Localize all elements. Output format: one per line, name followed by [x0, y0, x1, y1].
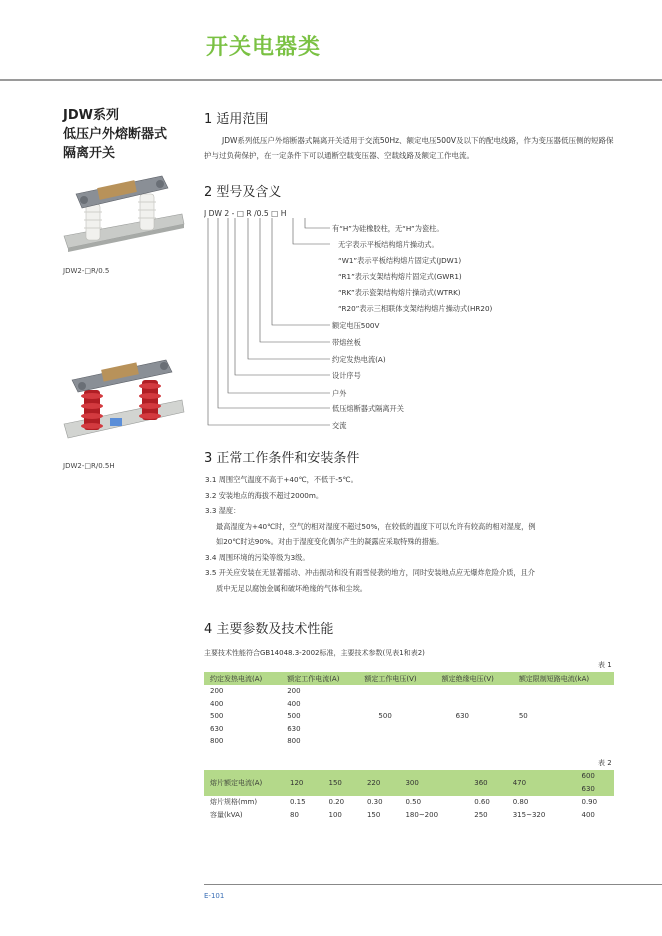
section-heading: 2 型号及含义: [204, 185, 282, 200]
model-label: 约定发热电流(A): [332, 355, 386, 364]
condition-item: 3.1 周围空气温度不高于+40℃，不低于-5℃。: [205, 475, 358, 484]
conditions-list: [205, 472, 615, 596]
condition-item: 3.3 湿度：: [205, 506, 241, 515]
table-cell: 220: [361, 770, 399, 796]
condition-item: 如20℃时达90%。对由于湿度变化偶尔产生的凝露应采取特殊的措施。: [216, 537, 444, 546]
table-cell: 360: [468, 770, 506, 796]
table-cell: 150: [366, 810, 381, 819]
table-cell: 0.80: [512, 798, 529, 807]
table-cell: 400: [581, 810, 595, 819]
model-label: “R1”表示支架结构熔片固定式(GWR1): [338, 272, 462, 281]
table-1: [204, 672, 614, 748]
product-title-line: 隔离开关: [63, 146, 116, 161]
model-code-diagram: [204, 207, 544, 437]
model-label: 交流: [332, 421, 347, 430]
table-cell: 0.90: [581, 798, 598, 807]
table-cell: 470: [507, 770, 576, 796]
table-cell: 800: [210, 737, 224, 746]
section-text: 主要技术性能符合GB14048.3-2002标准，主要技术参数(见表1和表2): [204, 649, 425, 657]
page-number: E-101: [204, 892, 225, 900]
table-cell: 315~320: [512, 810, 546, 819]
product-title: [63, 106, 193, 163]
table-cell: 0.30: [366, 798, 383, 807]
model-label: “RK”表示瓷架结构熔片操动式(WTRK): [338, 288, 461, 297]
table-2: [204, 770, 614, 821]
model-label: 低压熔断器式隔离开关: [332, 404, 404, 413]
product-photo-silicone: [62, 350, 186, 444]
table-row: [204, 796, 614, 809]
photo-caption: JDW2-□R/0.5H: [63, 462, 115, 470]
table-header-cell: 约定发热电流(A): [204, 672, 281, 685]
condition-item: 质中无足以腐蚀金属和破坏绝缘的气体和尘埃。: [216, 583, 367, 593]
photo-caption: JDW2-□R/0.5: [63, 267, 110, 275]
table-cell: 300: [399, 770, 468, 796]
section-text: JDW系列低压户外熔断器式隔离开关适用于交流50Hz、额定电压500V及以下的配电线路，作为变压器低压侧的短路保护与过负荷保护，在一定条件下可以通断空载变压器、空载线路及额定工作电流。: [204, 136, 614, 160]
model-label: 带熔丝板: [332, 338, 361, 347]
section-heading: 4 主要参数及技术性能: [204, 622, 334, 637]
table-header-cell: 熔片规格(mm): [210, 798, 258, 807]
table-cell: 0.60: [474, 798, 490, 807]
table-cell: [576, 770, 615, 796]
condition-item: 3.5 开关应安装在无显著摇动、冲击振动和没有雨雪侵袭的地方，同时安装地点应无爆炸危险介质，且介: [205, 568, 535, 577]
model-label: “W1”表示平板结构熔片固定式(JDW1): [338, 256, 462, 265]
table-row: [204, 770, 614, 796]
table-cell: 180~200: [405, 810, 439, 819]
table-label: 表 2: [598, 759, 612, 767]
table-header-cell: 额定限制短路电流(kA): [513, 672, 614, 685]
table-row: [204, 685, 614, 698]
table-cell: 150: [322, 770, 360, 796]
table-header-cell: 额定绝缘电压(V): [436, 672, 513, 685]
table-header-cell: 额定工作电流(A): [281, 672, 358, 685]
table-cell: 500: [287, 712, 301, 721]
model-label: 额定电压500V: [332, 321, 380, 330]
product-title-line: JDW系列: [63, 108, 119, 123]
table-header-row: [204, 672, 614, 685]
table-cell: 630: [210, 724, 224, 733]
page-title: 开关电器类: [206, 35, 322, 60]
table-label: 表 1: [598, 661, 612, 669]
header-divider: [0, 79, 662, 81]
model-label: 无字表示平板结构熔片操动式。: [338, 240, 439, 249]
section-heading: 3 正常工作条件和安装条件: [204, 451, 360, 466]
table-cell: 500: [210, 712, 224, 721]
section-heading: 1 适用范围: [204, 112, 269, 127]
table-cell: 50: [518, 712, 528, 721]
table-row: [204, 809, 614, 822]
condition-item: 3.2 安装地点的海拔不超过2000m。: [205, 490, 324, 500]
model-label: 设计序号: [332, 371, 361, 380]
footer-divider: [204, 884, 662, 885]
table-cell-line: 600: [581, 772, 595, 780]
model-code: J DW 2 - □ R /0.5 □ H: [204, 209, 287, 218]
table-header-cell: 额定工作电压(V): [358, 672, 435, 685]
table-cell: 400: [210, 699, 224, 708]
table-cell: 200: [210, 687, 224, 696]
table-cell: 0.20: [328, 798, 345, 807]
table-cell: 200: [287, 687, 301, 696]
product-photo-porcelain: [62, 170, 186, 258]
model-label: 户外: [332, 389, 347, 398]
condition-item: 3.4 周围环境的污染等级为3级。: [205, 552, 310, 562]
model-label: 有“H”为硅橡胶柱，无“H”为瓷柱。: [332, 224, 444, 233]
condition-item: 最高湿度为+40℃时，空气的相对湿度不超过50%，在较低的温度下可以允许有较高的相对湿度，例: [216, 521, 536, 531]
table-cell: 630: [455, 712, 469, 721]
table-cell: 0.50: [405, 798, 422, 807]
table-cell: 800: [287, 737, 301, 746]
table-cell: 0.15: [290, 798, 306, 807]
product-title-line: 低压户外熔断器式: [63, 127, 168, 142]
table-cell: 250: [474, 810, 488, 819]
table-cell: 400: [287, 699, 301, 708]
table-cell: 100: [328, 810, 342, 819]
table-cell: 120: [284, 770, 322, 796]
table-header-cell: 容量(kVA): [210, 810, 243, 819]
table-cell: 500: [378, 712, 392, 721]
table-cell: 630: [287, 724, 301, 733]
table-header-cell: 熔片额定电流(A): [204, 770, 284, 796]
model-label: “R20”表示三相联体支架结构熔片操动式(HR20): [338, 304, 493, 313]
table-cell-line: 630: [581, 785, 595, 793]
table-cell: 80: [290, 810, 299, 819]
